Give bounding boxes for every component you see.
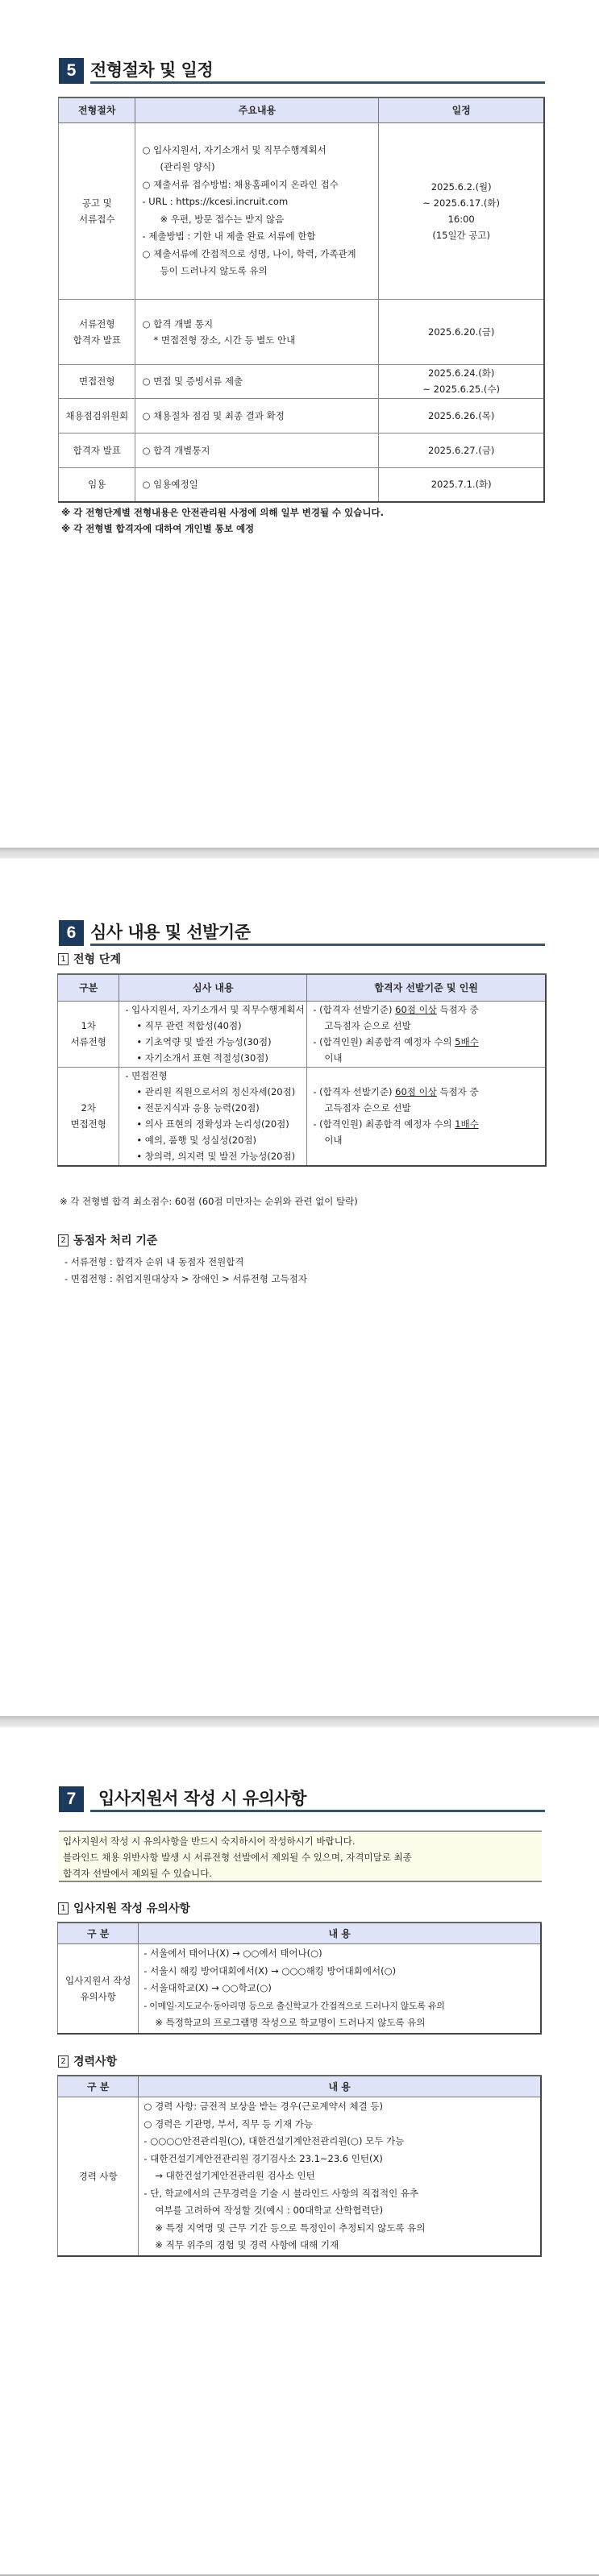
stage-cell — [59, 122, 135, 299]
criteria-highlight: 60점 이상 — [395, 1086, 437, 1098]
criteria-highlight: 1배수 — [455, 1118, 479, 1130]
content-line: - 입사지원서, 자기소개서 및 직무수행계획서 — [125, 1004, 305, 1015]
section-title: 심사 내용 및 선발기준 — [90, 922, 545, 946]
content-line: - 서울시 해킹 방어대회에서(X) → ○○○해킹 방어대회에서(○) — [144, 1964, 397, 1977]
content-line: • 예의, 품행 및 성실성(20점) — [136, 1135, 256, 1147]
content-line: ○ 제출서류 접수방법: 채용홈페이지 온라인 접수 — [142, 178, 339, 190]
subsection-title: 전형 단계 — [73, 953, 121, 966]
subsection-heading — [58, 2053, 117, 2069]
application-notes-table — [57, 1922, 542, 2035]
content-cell: ○ 합격 개별통지 — [135, 433, 379, 467]
table-row — [58, 1067, 547, 1166]
table-row — [58, 1943, 542, 2034]
section-number-badge: 7 — [59, 1786, 84, 1812]
schedule-line: ~ 2025.6.17.(화) — [422, 197, 500, 209]
content-line: - 서울대학교(X) → ○○학교(○) — [144, 1982, 272, 1993]
stage-cell: 면접전형 — [59, 364, 135, 398]
stage-cell: 합격자 발표 — [59, 433, 135, 467]
schedule-cell — [379, 122, 544, 299]
page-separator — [0, 1716, 599, 1728]
criteria-text: 득점자 중 — [436, 1004, 479, 1015]
minimum-score-note: ※ 각 전형별 합격 최소점수: 60점 (60점 미만자는 순위와 관련 없이 탈락) — [60, 1196, 358, 1207]
notice-line: 블라인드 채용 위반사항 발생 시 서류전형 선발에서 제외될 수 있으며, 자격미달로 최종 — [63, 1852, 412, 1863]
criteria-highlight: 5배수 — [455, 1036, 479, 1047]
page-section-6 — [0, 859, 599, 1716]
table-row — [59, 467, 545, 502]
stage-label: 2차 — [81, 1102, 96, 1114]
content-line: * 면접전형 장소, 시간 등 별도 안내 — [153, 334, 296, 346]
schedule-line: 2025.6.2.(월) — [431, 180, 492, 193]
table-header-row — [58, 1923, 542, 1943]
table-header-row — [58, 974, 547, 1001]
column-header: 내 용 — [139, 2076, 541, 2097]
schedule-line: ~ 2025.6.25.(수) — [422, 384, 500, 395]
criteria-text: - (합격자 선발기준) — [313, 1004, 396, 1015]
schedule-notes — [61, 504, 384, 537]
content-line: - 면접전형 — [125, 1070, 168, 1082]
content-line: → 대한건설기계안전관리원 검사소 인턴 — [155, 2170, 315, 2181]
criteria-text: 이내 — [324, 1135, 343, 1147]
column-header: 합격자 선발기준 및 인원 — [307, 974, 546, 1001]
content-line: ※ 우편, 방문 접수는 받지 않음 — [160, 213, 285, 225]
content-line: • 기초역량 및 발전 가능성(30점) — [136, 1036, 272, 1047]
category-cell — [58, 1943, 139, 2034]
section-number-badge: 6 — [59, 920, 84, 946]
criteria-highlight: 60점 이상 — [395, 1004, 437, 1015]
table-row — [59, 299, 545, 364]
stage-label: 서류접수 — [79, 213, 115, 225]
subsection-heading — [58, 1900, 190, 1916]
page-section-5 — [0, 0, 599, 848]
subsection-heading — [58, 951, 121, 967]
schedule-cell: 2025.6.27.(금) — [379, 433, 544, 467]
content-line: ○ 제출서류에 간접적으로 성명, 나이, 학력, 가족관계 — [142, 247, 356, 259]
criteria-text: 이내 — [324, 1052, 343, 1064]
boxed-number-icon: 1 — [58, 953, 69, 965]
notice-box — [59, 1831, 542, 1882]
url-link[interactable]: - URL : https://kcesi.incruit.com — [142, 196, 289, 207]
category-label: 유의사항 — [80, 1990, 116, 2002]
stage-label: 공고 및 — [81, 197, 112, 209]
stage-cell — [58, 1001, 119, 1067]
content-cell — [119, 1001, 307, 1067]
list-item: - 서류전형 : 합격자 순위 내 동점자 전원합격 — [64, 1256, 244, 1267]
subsection-title: 동점자 처리 기준 — [73, 1234, 158, 1247]
content-line: 여부를 고려하여 작성할 것(예시 : 00대학교 산학협력단) — [155, 2205, 384, 2216]
content-cell — [119, 1067, 307, 1166]
column-header: 주요내용 — [135, 97, 379, 122]
criteria-text: 고득점자 순으로 선발 — [324, 1102, 411, 1114]
table-header-row — [59, 97, 545, 122]
tie-break-list — [64, 1254, 307, 1288]
content-line: - 이메일·지도교수·동아리명 등으로 출신학교가 간접적으로 드러나지 않도록 유의 — [144, 2000, 445, 2011]
schedule-line: 16:00 — [447, 213, 475, 225]
content-line: ○ 경력 사항: 금전적 보상을 받는 경우(근로계약서 체결 등) — [144, 2101, 383, 2112]
table-row — [59, 433, 545, 467]
table-row — [58, 1001, 547, 1067]
page-section-7 — [0, 1728, 599, 2574]
section-7-header — [59, 1786, 545, 1812]
criteria-text: - (합격자 선발기준) — [313, 1086, 396, 1098]
stage-label: 합격자 발표 — [73, 334, 121, 346]
career-table — [57, 2075, 542, 2257]
content-line: - 제출방법 : 기한 내 제출 완료 서류에 한함 — [142, 230, 316, 242]
boxed-number-icon: 2 — [58, 2055, 69, 2068]
stage-cell — [58, 1067, 119, 1166]
criteria-text: - (합격인원) 최종합격 예정자 수의 — [313, 1036, 455, 1047]
schedule-cell: 2025.6.26.(목) — [379, 398, 544, 433]
table-row — [58, 2097, 542, 2256]
content-line: 등이 드러나지 않도록 유의 — [160, 265, 268, 276]
column-header: 심사 내용 — [119, 974, 307, 1001]
content-line: ○ 입사지원서, 자기소개서 및 직무수행계획서 — [142, 143, 327, 156]
column-header: 구분 — [58, 974, 119, 1001]
content-cell: ○ 면접 및 증빙서류 제출 — [135, 364, 379, 398]
content-line: ○ 합격 개별 통지 — [142, 317, 214, 330]
content-cell — [135, 299, 379, 364]
stage-label: 면접전형 — [70, 1118, 106, 1130]
content-cell — [135, 122, 379, 299]
content-line: - 대한건설기계안전관리원 경기검사소 23.1~23.6 인턴(X) — [144, 2152, 383, 2164]
content-line: - ○○○○안전관리원(○), 대한건설기계안전관리원(○) 모두 가능 — [144, 2135, 405, 2147]
subsection-heading — [58, 1232, 157, 1248]
notice-line: 입사지원서 작성 시 유의사항을 반드시 숙지하시어 작성하시기 바랍니다. — [63, 1836, 356, 1847]
stage-label: 1차 — [81, 1020, 96, 1031]
content-line: • 창의력, 의지력 및 발전 가능성(20점) — [136, 1151, 296, 1163]
content-line: - 단, 학교에서의 근무경력을 기술 시 블라인드 사항의 직접적인 유추 — [144, 2187, 419, 2199]
section-number-badge: 5 — [59, 58, 84, 84]
note-line: ※ 각 전형별 합격자에 대하여 개인별 통보 예정 — [61, 523, 255, 534]
column-header: 구 분 — [58, 2076, 139, 2097]
table-row — [59, 398, 545, 433]
category-cell: 경력 사항 — [58, 2097, 139, 2256]
criteria-text: 득점자 중 — [436, 1086, 479, 1098]
schedule-line: (15일간 공고) — [432, 229, 491, 241]
content-cell: ○ 임용예정일 — [135, 467, 379, 502]
boxed-number-icon: 1 — [58, 1902, 69, 1914]
schedule-cell — [379, 364, 544, 398]
schedule-cell — [379, 299, 544, 364]
section-title: 입사지원서 작성 시 유의사항 — [90, 1788, 545, 1812]
content-line: • 전문지식과 응용 능력(20점) — [136, 1102, 260, 1114]
column-header: 전형절차 — [59, 97, 135, 122]
content-cell — [139, 1943, 541, 2034]
column-header: 일정 — [379, 97, 544, 122]
content-line: ○ 경력은 기관명, 부서, 직무 등 기재 가능 — [144, 2118, 313, 2130]
content-line: • 직무 관련 적합성(40점) — [136, 1020, 242, 1031]
content-line: - 서울에서 태어나(X) → ○○에서 태어나(○) — [144, 1948, 322, 1959]
stage-label: 서류전형 — [79, 317, 115, 330]
evaluation-table — [57, 973, 547, 1167]
criteria-cell — [307, 1067, 546, 1166]
criteria-text: - (합격인원) 최종합격 예정자 수의 — [313, 1118, 455, 1130]
stage-cell: 임용 — [59, 467, 135, 502]
content-line: • 의사 표현의 정확성과 논리성(20점) — [136, 1118, 289, 1130]
schedule-line: 2025.6.24.(화) — [428, 367, 495, 379]
criteria-cell — [307, 1001, 546, 1067]
section-5-header — [59, 58, 545, 84]
content-line: ※ 직무 위주의 경험 및 경력 사항에 대해 기재 — [155, 2239, 339, 2250]
subsection-title: 입사지원 작성 유의사항 — [73, 1902, 190, 1915]
boxed-number-icon: 2 — [58, 1234, 69, 1247]
list-item: - 면접전형 : 취업지원대상자 > 장애인 > 서류전형 고득점자 — [64, 1273, 307, 1284]
note-line: ※ 각 전형단계별 전형내용은 안전관리원 사정에 의해 일부 변경될 수 있습니다. — [61, 507, 384, 518]
table-row — [59, 364, 545, 398]
criteria-text: 고득점자 순으로 선발 — [324, 1020, 411, 1031]
stage-label: 서류전형 — [70, 1036, 106, 1047]
content-line: ※ 특정학교의 프로그램명 작성으로 학교명이 드러나지 않도록 유의 — [155, 2017, 426, 2028]
schedule-table — [58, 97, 545, 503]
content-line: (관리원 양식) — [160, 161, 215, 172]
content-line: ※ 특정 지역명 및 근무 기간 등으로 특정인이 추정되지 않도록 유의 — [155, 2221, 426, 2234]
table-row — [59, 122, 545, 299]
stage-cell: 채용점검위원회 — [59, 398, 135, 433]
notice-line: 합격자 선발에서 제외될 수 있습니다. — [63, 1868, 212, 1879]
section-6-header — [59, 920, 545, 946]
table-header-row — [58, 2076, 542, 2097]
column-header: 구 분 — [58, 1923, 139, 1943]
subsection-title: 경력사항 — [73, 2055, 118, 2068]
stage-cell — [59, 299, 135, 364]
content-line: • 관리원 직원으로서의 정신자세(20점) — [136, 1086, 296, 1098]
section-title: 전형절차 및 일정 — [90, 60, 545, 84]
content-cell: ○ 채용절차 점검 및 최종 결과 확정 — [135, 398, 379, 433]
page-separator — [0, 848, 599, 859]
schedule-cell: 2025.7.1.(화) — [379, 467, 544, 502]
schedule-line: 2025.6.20.(금) — [428, 326, 495, 338]
category-label: 입사지원서 작성 — [64, 1974, 131, 1986]
column-header: 내 용 — [139, 1923, 541, 1943]
content-line: • 자기소개서 표현 적절성(30점) — [136, 1052, 268, 1064]
content-cell — [139, 2097, 541, 2256]
